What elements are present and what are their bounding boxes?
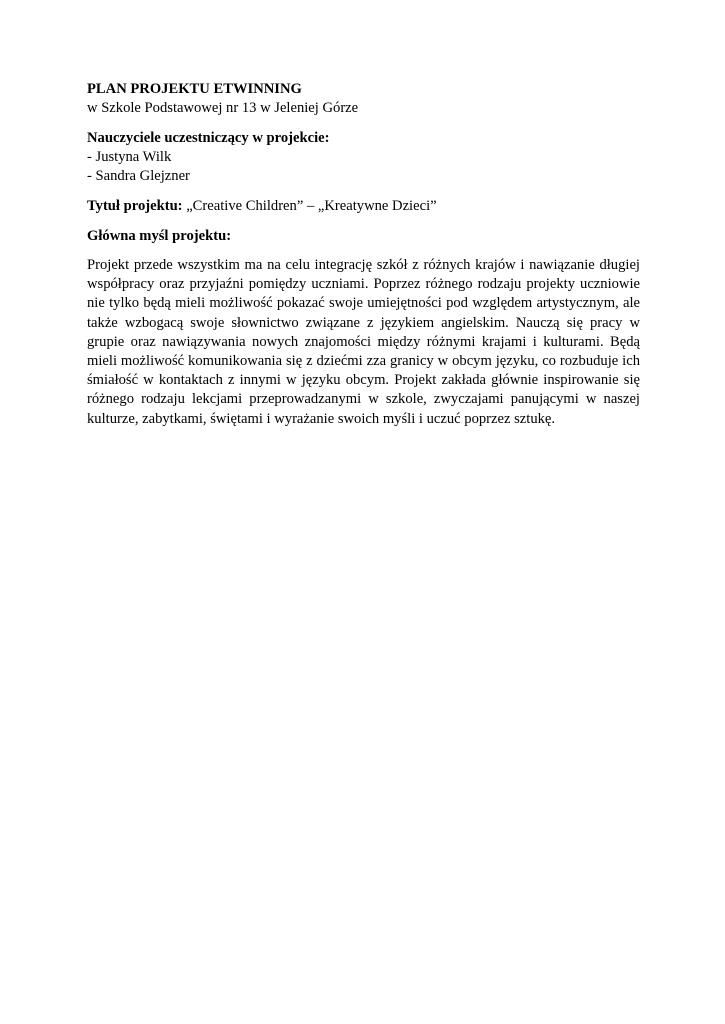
project-title-label: Tytuł projektu: [87, 198, 183, 214]
teacher-item: - Justyna Wilk [87, 149, 172, 165]
main-idea-section [87, 227, 640, 429]
document-body [87, 80, 640, 443]
title-block [87, 80, 640, 118]
teachers-section [87, 129, 640, 186]
teacher-item: - Sandra Glejzner [87, 168, 190, 184]
main-idea-heading: Główna myśl projektu: [87, 228, 232, 244]
teachers-heading: Nauczyciele uczestniczący w projekcie: [87, 130, 330, 146]
main-idea-paragraph: Projekt przede wszystkim ma na celu integrację szkół z różnych krajów i nawiązanie długiej współpracy oraz przyjaźni pomiędzy uczniami. Poprzez różnego rodzaju projekty uczniowie nie tylko będą mieli możliwość pokazać swoje umiejętności pod względem artystycznym, ale także wzbogacą swoje słownictwo związane z językiem angielskim. Nauczą się pracy w grupie oraz nawiązywania nowych znajomości między różnymi krajami i kulturami. Będą mieli możliwość komunikowania się z dziećmi zza granicy w obcym języku, co rozbuduje ich śmiałość w kontaktach z innymi w języku obcym. Projekt zakłada głównie inspirowanie się różnego rodzaju lekcjami przeprowadzanymi w szkole, zwyczajami panującymi w naszej kulturze, zabytkami, świętami i wyrażanie swoich myśli i uczuć poprzez sztukę. [87, 257, 640, 427]
document-subtitle: w Szkole Podstawowej nr 13 w Jeleniej Górze [87, 100, 359, 116]
project-title-value: „Creative Children” – „Kreatywne Dzieci” [182, 198, 437, 214]
project-title-section [87, 197, 640, 216]
document-title: PLAN PROJEKTU ETWINNING [87, 81, 302, 97]
